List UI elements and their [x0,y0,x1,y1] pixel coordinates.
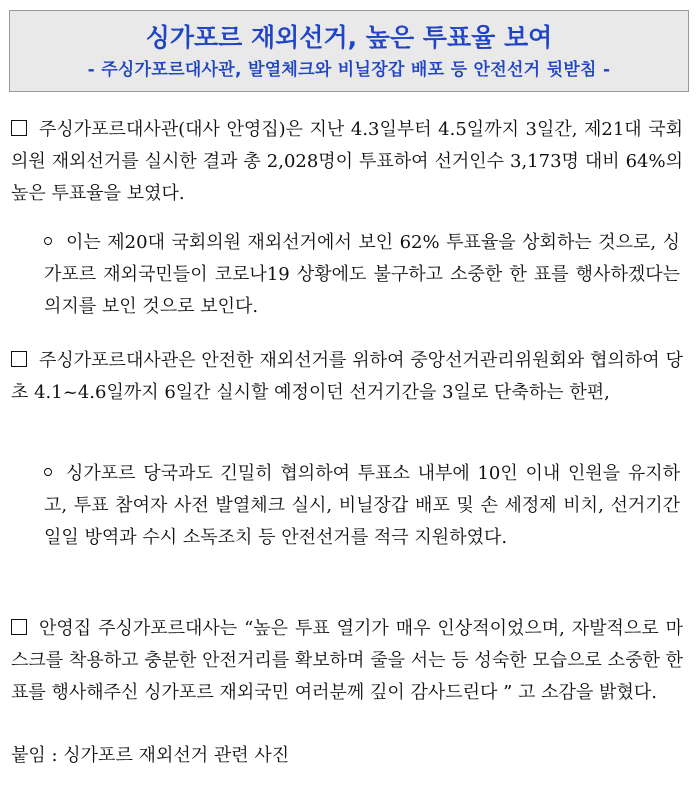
square-bullet-icon [11,619,27,635]
circle-bullet-icon [44,468,52,476]
title-box [9,10,689,92]
page-title: 싱가포르 재외선거, 높은 투표율 보여 [145,23,553,52]
paragraph-1 [11,114,683,210]
page-subtitle: - 주싱가포르대사관, 발열체크와 비닐장갑 배포 등 안전선거 뒷받침 - [87,60,611,80]
circle-bullet-icon [44,237,52,245]
paragraph-1-detail [44,227,680,323]
square-bullet-icon [11,351,27,367]
paragraph-1-detail-text: 이는 제20대 국회의원 재외선거에서 보인 62% 투표율을 상회하는 것으로, 싱가포르 재외국민들이 코로나19 상황에도 불구하고 소중한 한 표를 행사하겠다는 의지를 보인 것으로 보인다. [44,232,680,317]
paragraph-3-text: 안영집 주싱가포르대사는 “높은 투표 열기가 매우 인상적이었으며, 자발적으로 마스크를 착용하고 충분한 안전거리를 확보하며 줄을 서는 등 성숙한 모습으로 소중한 한 표를 행사해주신 싱가포르 재외국민 여러분께 깊이 감사드린다 ” 고 소감을 밝혔다. [11,618,683,703]
paragraph-2 [11,345,683,409]
square-bullet-icon [11,120,27,136]
paragraph-2-text: 주싱가포르대사관은 안전한 재외선거를 위하여 중앙선거관리위원회와 협의하여 당초 4.1~4.6일까지 6일간 실시할 예정이던 선거기간을 3일로 단축하는 한편, [11,350,683,403]
paragraph-2-detail [44,458,680,554]
paragraph-3 [11,613,683,709]
paragraph-1-text: 주싱가포르대사관(대사 안영집)은 지난 4.3일부터 4.5일까지 3일간, 제21대 국회의원 재외선거를 실시한 결과 총 2,028명이 투표하여 선거인수 3,173명 대비 64%의 높은 투표율을 보였다. [11,119,683,204]
paragraph-2-detail-text: 싱가포르 당국과도 긴밀히 협의하여 투표소 내부에 10인 이내 인원을 유지하고, 투표 참여자 사전 발열체크 실시, 비닐장갑 배포 및 손 세정제 비치, 선거기간 일일 방역과 수시 소독조치 등 안전선거를 적극 지원하였다. [44,463,680,548]
attachment-note: 붙임 : 싱가포르 재외선거 관련 사진 [11,745,290,766]
